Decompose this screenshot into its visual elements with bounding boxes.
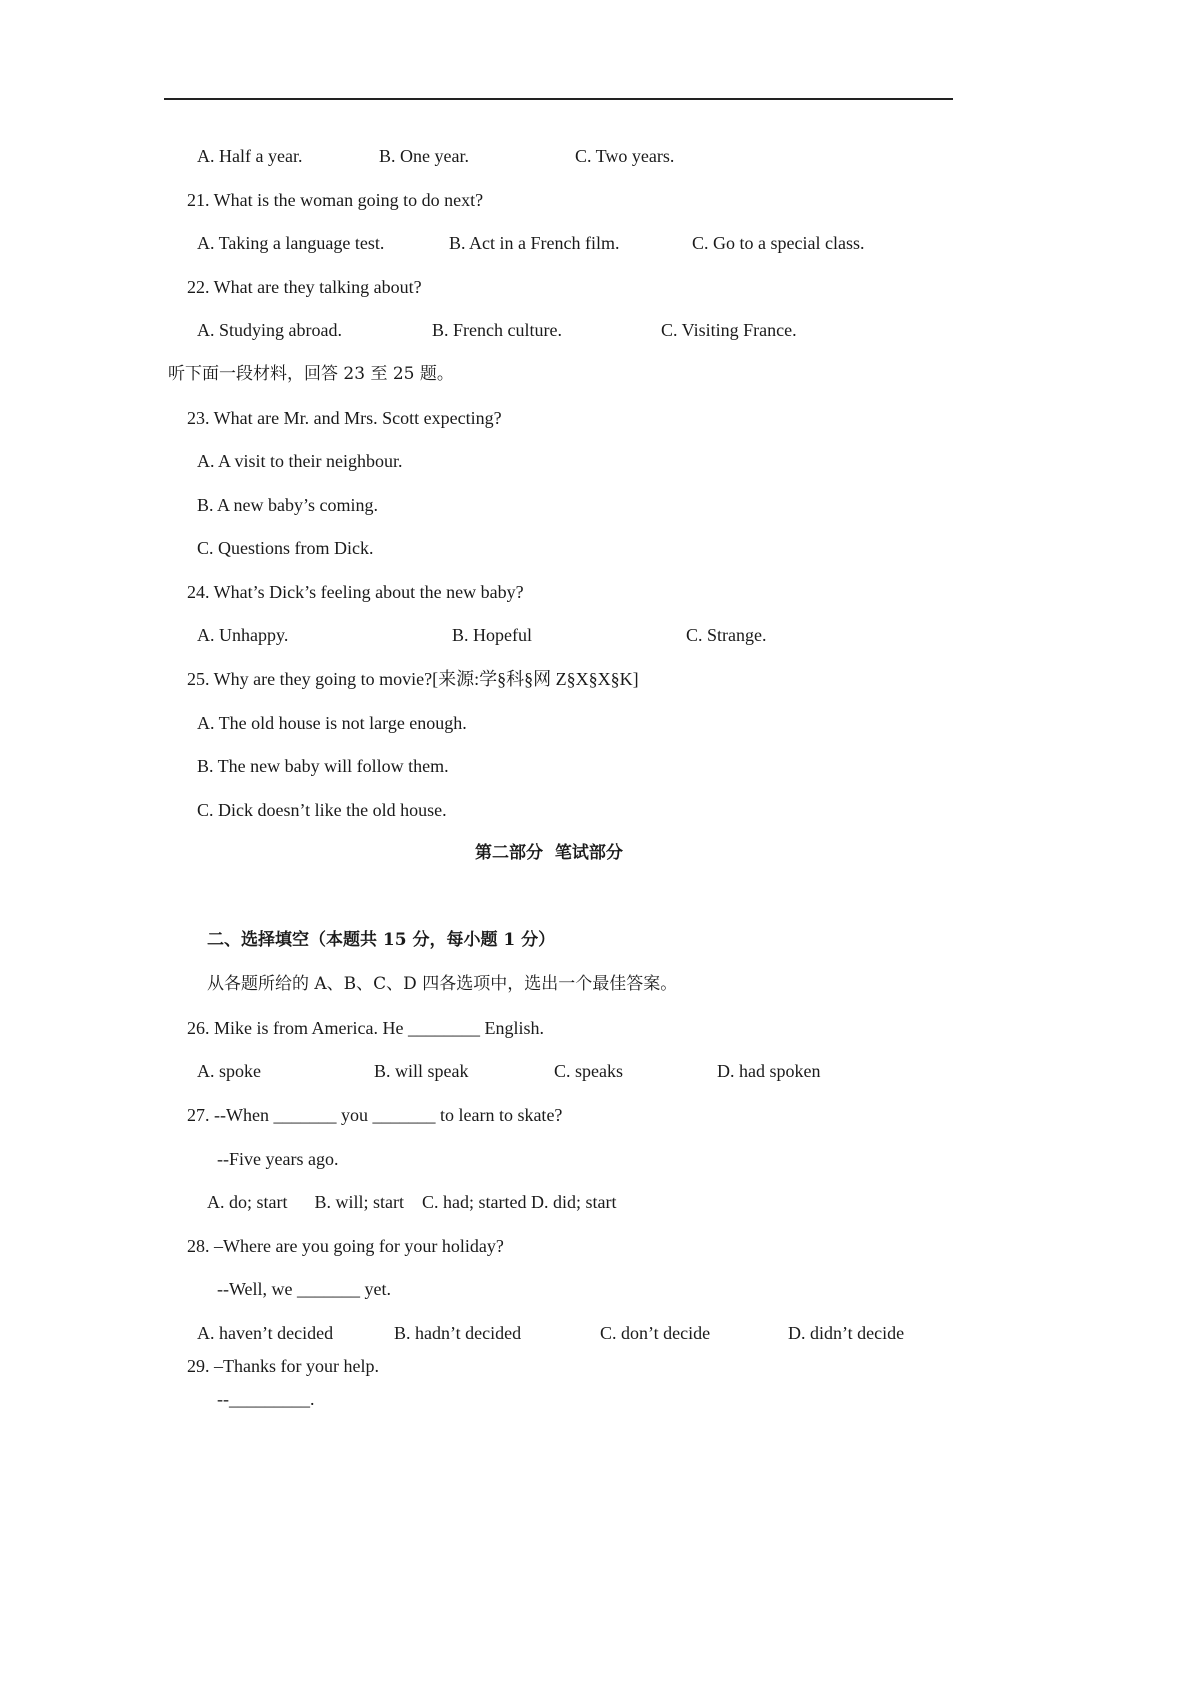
listening-instruction: 听下面一段材料，回答 23 至 25 题。: [168, 364, 454, 384]
q21-option-a: A. Taking a language test.: [197, 233, 385, 253]
q26-option-b: B. will speak: [374, 1061, 469, 1081]
q22-option-c: C. Visiting France.: [661, 320, 797, 340]
q25-question: 25. Why are they going to movie?[来源:学§科§网 Z§X§X§K]: [187, 669, 639, 689]
q26-option-d: D. had spoken: [717, 1061, 821, 1081]
header-rule: [164, 98, 953, 100]
q22-question: 22. What are they talking about?: [187, 277, 422, 297]
q29-reply: --_________.: [217, 1389, 315, 1409]
section2-instruction: 从各题所给的 A、B、C、D 四各选项中，选出一个最佳答案。: [207, 974, 678, 994]
q20-option-a: A. Half a year.: [197, 146, 303, 166]
q23-question: 23. What are Mr. and Mrs. Scott expecting?: [187, 408, 502, 428]
q24-option-b: B. Hopeful: [452, 625, 532, 645]
q27-question: 27. --When _______ you _______ to learn to skate?: [187, 1105, 563, 1125]
section2-heading: 二、选择填空（本题共 15 分，每小题 1 分）: [207, 930, 556, 950]
q25-option-c: C. Dick doesn’t like the old house.: [197, 800, 447, 820]
q28-option-b: B. hadn’t decided: [394, 1323, 522, 1343]
q22-option-b: B. French culture.: [432, 320, 562, 340]
q28-option-a: A. haven’t decided: [197, 1323, 334, 1343]
q28-option-c: C. don’t decide: [600, 1323, 711, 1343]
q24-option-a: A. Unhappy.: [197, 625, 289, 645]
q28-question: 28. –Where are you going for your holiday?: [187, 1236, 504, 1256]
q21-option-c: C. Go to a special class.: [692, 233, 865, 253]
q29-question: 29. –Thanks for your help.: [187, 1356, 379, 1376]
q23-option-b: B. A new baby’s coming.: [197, 495, 378, 515]
q21-question: 21. What is the woman going to do next?: [187, 190, 484, 210]
q27-reply: --Five years ago.: [217, 1149, 339, 1169]
q25-option-b: B. The new baby will follow them.: [197, 756, 449, 776]
q24-option-c: C. Strange.: [686, 625, 767, 645]
q20-option-c: C. Two years.: [575, 146, 675, 166]
q23-option-a: A. A visit to their neighbour.: [197, 451, 403, 471]
q28-option-d: D. didn’t decide: [788, 1323, 905, 1343]
q26-question: 26. Mike is from America. He ________ English.: [187, 1018, 544, 1038]
q26-option-c: C. speaks: [554, 1061, 623, 1081]
q23-option-c: C. Questions from Dick.: [197, 538, 374, 558]
q28-reply: --Well, we _______ yet.: [217, 1279, 392, 1299]
q24-question: 24. What’s Dick’s feeling about the new baby?: [187, 582, 524, 602]
part2-title: 第二部分 笔试部分: [475, 843, 623, 863]
q27-options: A. do; start B. will; start C. had; started D. did; start: [207, 1192, 617, 1212]
q20-option-b: B. One year.: [379, 146, 469, 166]
q21-option-b: B. Act in a French film.: [449, 233, 620, 253]
q26-option-a: A. spoke: [197, 1061, 261, 1081]
q25-option-a: A. The old house is not large enough.: [197, 713, 467, 733]
q22-option-a: A. Studying abroad.: [197, 320, 342, 340]
